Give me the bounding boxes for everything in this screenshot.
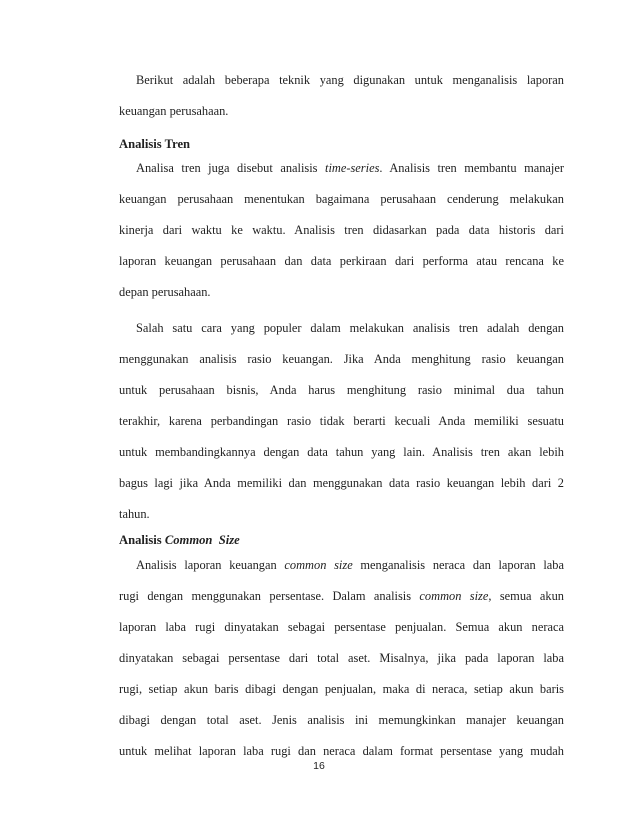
- paragraph-line: dibagi dengan total aset. Jenis analisis ini memungkinkan manajer keuangan: [119, 713, 564, 727]
- paragraph-line: Berikut adalah beberapa teknik yang digunakan untuk menganalisis laporan: [136, 73, 564, 87]
- paragraph-line: dinyatakan sebagai persentase dari total aset. Misalnya, jika pada laporan laba: [119, 651, 564, 665]
- italic-term: common size: [419, 589, 489, 603]
- paragraph-line: keuangan perusahaan menentukan bagaimana perusahaan cenderung melakukan: [119, 192, 564, 206]
- paragraph-line: tahun.: [119, 507, 150, 521]
- paragraph-line: [119, 159, 564, 178]
- paragraph-line: untuk perusahaan bisnis, Anda harus menghitung rasio minimal dua tahun: [119, 383, 564, 397]
- paragraph-line: depan perusahaan.: [119, 285, 211, 299]
- paragraph-line: menggunakan analisis rasio keuangan. Jika Anda menghitung rasio keuangan: [119, 352, 564, 366]
- page-number: 16: [313, 760, 325, 772]
- paragraph-line: bagus lagi jika Anda memiliki dan menggunakan data rasio keuangan lebih dari 2: [119, 476, 564, 490]
- tren-paragraph-1: [119, 159, 564, 314]
- heading-text: Analisis: [119, 533, 165, 547]
- paragraph-line: kinerja dari waktu ke waktu. Analisis tren didasarkan pada data historis dari: [119, 223, 564, 237]
- paragraph-line: untuk melihat laporan laba rugi dan neraca dalam format persentase yang mudah: [119, 744, 564, 758]
- heading-italic-text: Common Size: [164, 533, 240, 547]
- tren-paragraph-2: [119, 319, 564, 536]
- paragraph-line: keuangan perusahaan.: [119, 104, 229, 118]
- paragraph-line: Salah satu cara yang populer dalam melakukan analisis tren adalah dengan: [136, 321, 564, 335]
- paragraph-line: [119, 587, 564, 606]
- intro-paragraph: [119, 71, 564, 133]
- text-run: . Analisis tren membantu manajer: [379, 161, 564, 175]
- text-run: rugi dengan menggunakan persentase. Dalam analisis: [119, 589, 420, 603]
- text-run: Analisa tren juga disebut analisis: [136, 161, 326, 175]
- common-size-paragraph: [119, 556, 564, 773]
- section-heading-common-size: [119, 531, 240, 550]
- paragraph-line: terakhir, karena perbandingan rasio tidak berarti kecuali Anda memiliki sesuatu: [119, 414, 564, 428]
- italic-term: common size: [284, 558, 353, 572]
- section-heading-tren: Analisis Tren: [119, 137, 191, 151]
- paragraph-line: rugi, setiap akun baris dibagi dengan penjualan, maka di neraca, setiap akun baris: [119, 682, 564, 696]
- text-run: menganalisis neraca dan laporan laba: [352, 558, 564, 572]
- paragraph-line: [119, 556, 564, 575]
- italic-term: time-series: [325, 161, 380, 175]
- paragraph-line: laporan laba rugi dinyatakan sebagai persentase penjualan. Semua akun neraca: [119, 620, 564, 634]
- paragraph-line: untuk membandingkannya dengan data tahun yang lain. Analisis tren akan lebih: [119, 445, 564, 459]
- text-run: , semua akun: [488, 589, 564, 603]
- text-run: Analisis laporan keuangan: [136, 558, 285, 572]
- paragraph-line: laporan keuangan perusahaan dan data perkiraan dari performa atau rencana ke: [119, 254, 564, 268]
